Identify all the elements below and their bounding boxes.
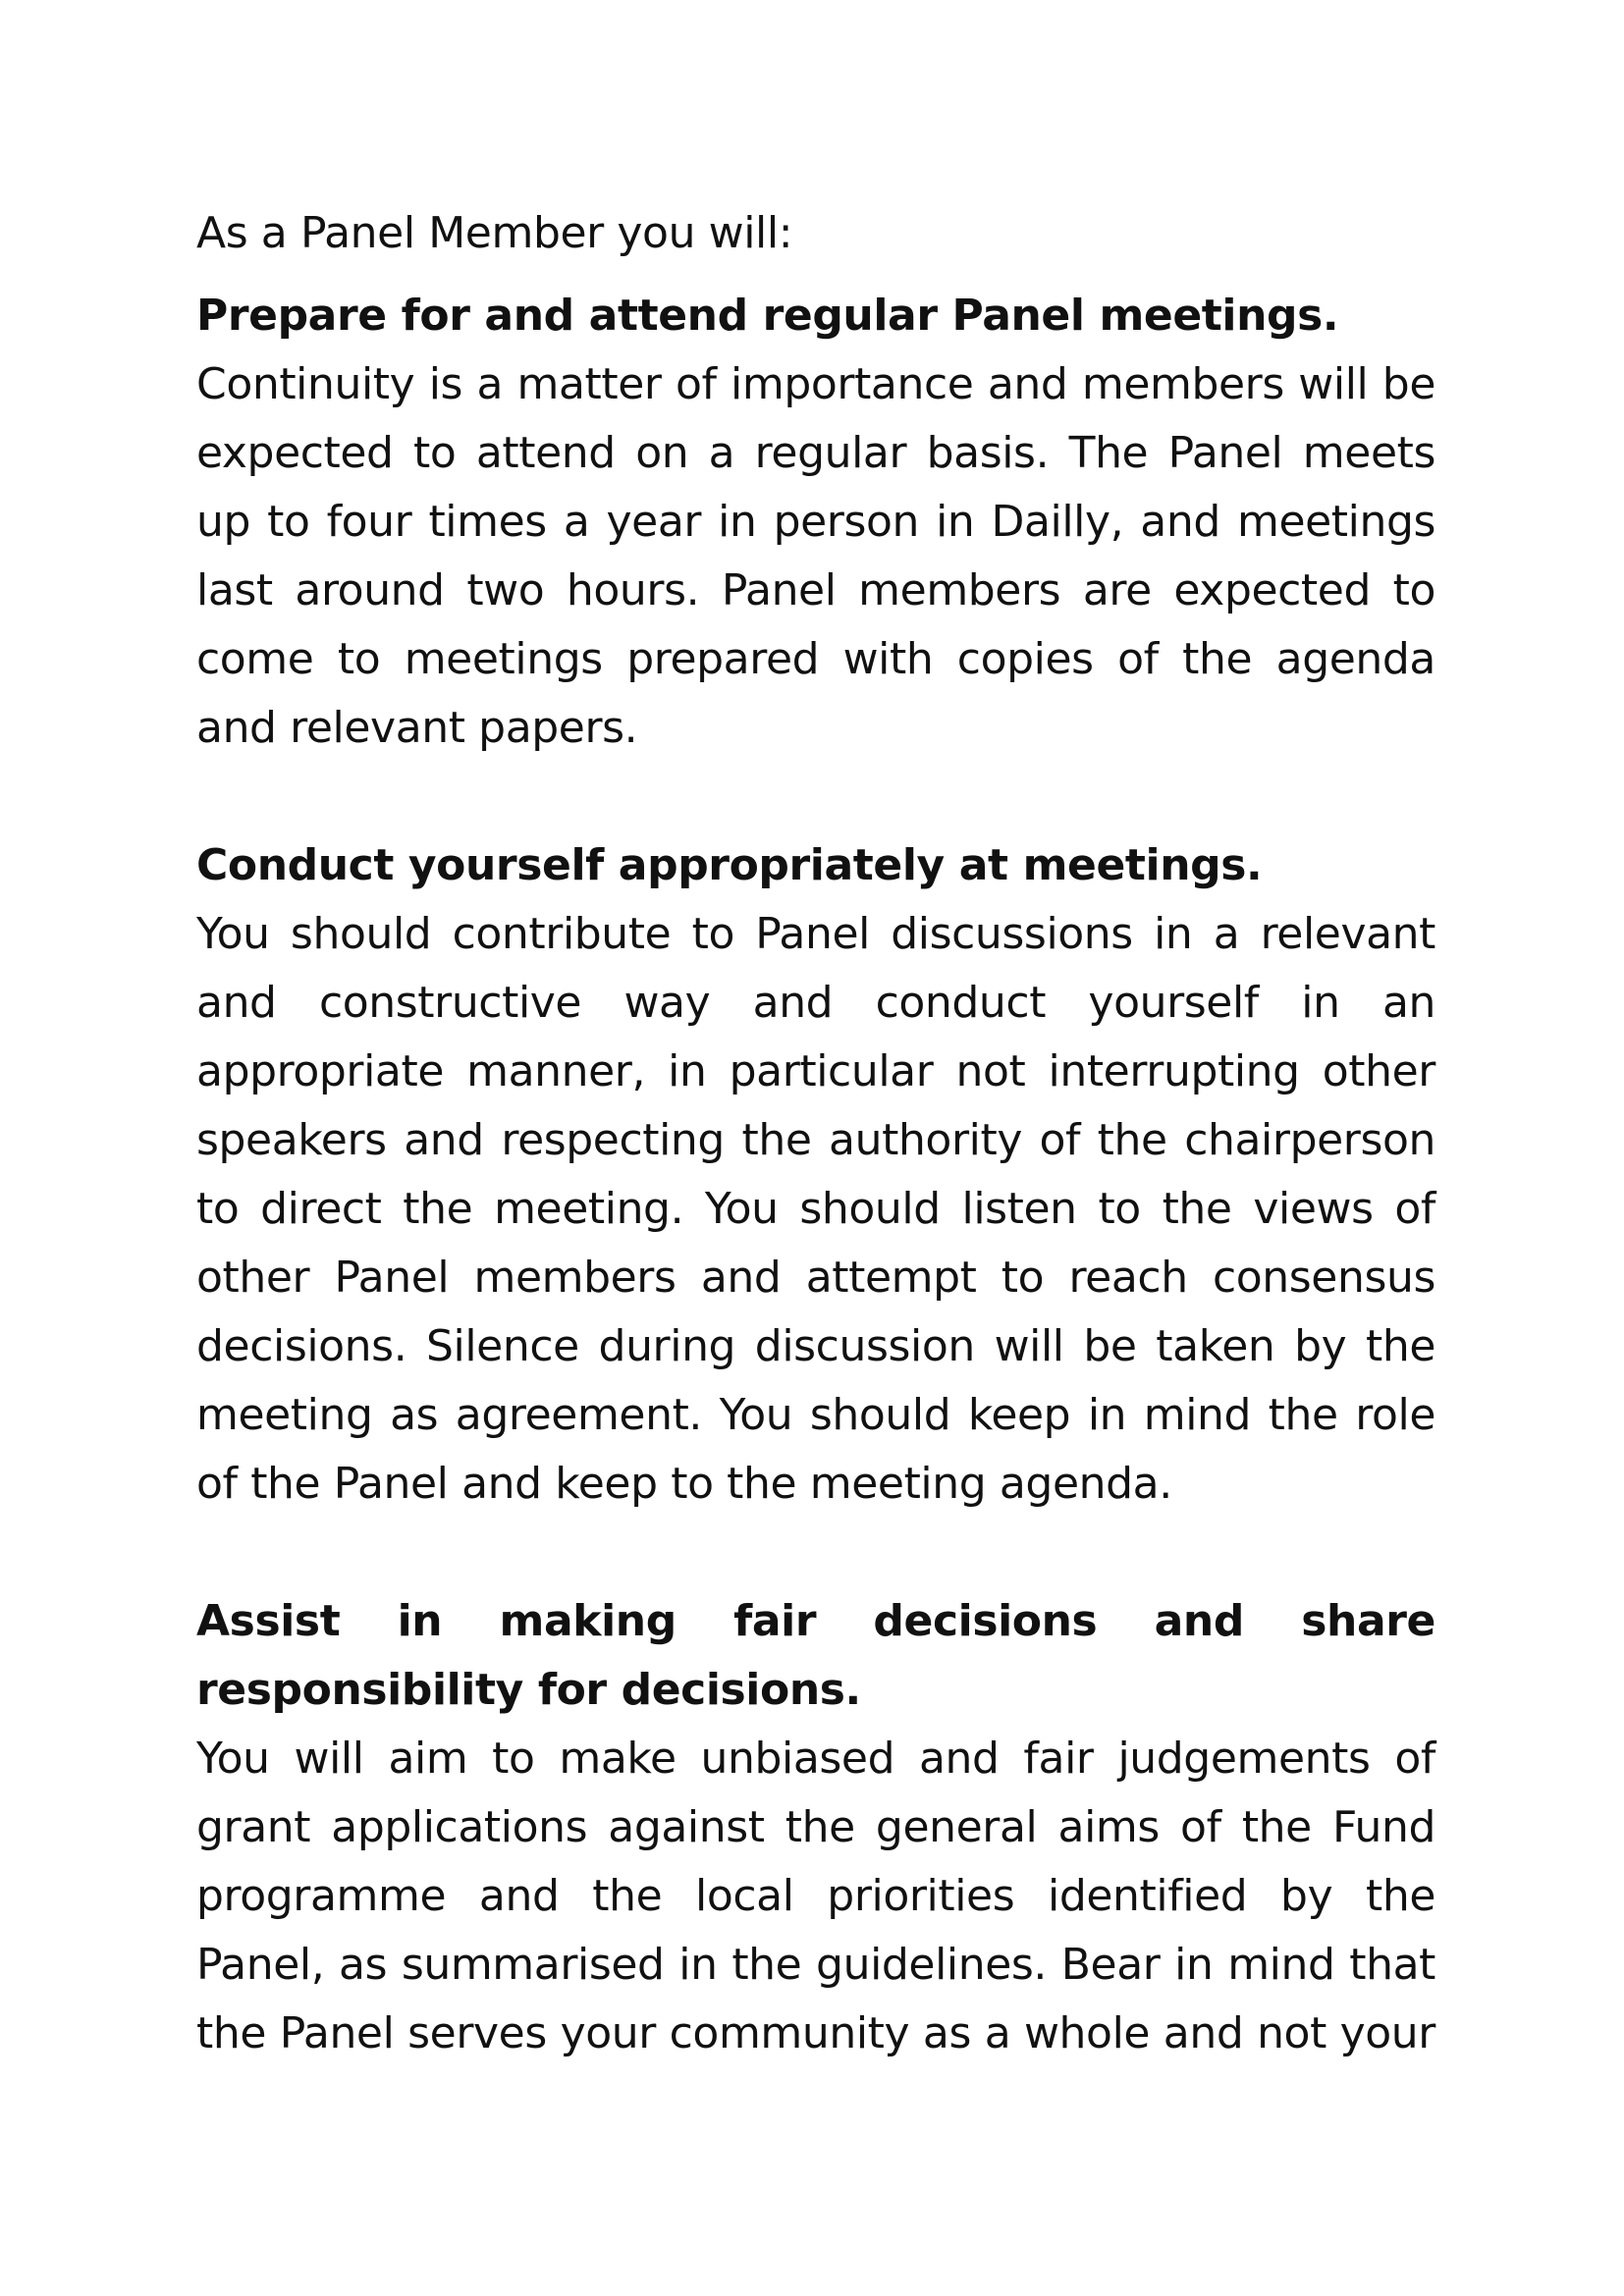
- section-attend-meetings: [196, 282, 1435, 763]
- section-body: You should contribute to Panel discussions in a relevant and constructive way and conduct yourself in an appropriate manner, in particular not interrupting other speakers and respecting the authority of the chairperson to direct the meeting. You should listen to the views of other Panel members and attempt to reach consensus decisions. Silence during discussion will be taken by the meeting as agreement. You should keep in mind the role of the Panel and keep to the meeting agenda.: [196, 909, 1435, 1509]
- section-heading: Assist in making fair decisions and share responsibility for decisions.: [196, 1596, 1435, 1715]
- section-body: You will aim to make unbiased and fair judgements of grant applications against the general aims of the Fund programme and the local priorities identified by the Panel, as summarised in the guidelines. Bear in mind that the Panel serves your community as a whole and not your: [196, 1734, 1435, 2058]
- section-heading: Prepare for and attend regular Panel meetings.: [196, 291, 1339, 341]
- intro-text: As a Panel Member you will:: [196, 208, 793, 258]
- section-conduct: [196, 831, 1435, 1519]
- section-heading: Conduct yourself appropriately at meetings.: [196, 840, 1263, 890]
- section-fair-decisions: [196, 1587, 1435, 2068]
- document-page: [196, 199, 1435, 2068]
- section-body: Continuity is a matter of importance and members will be expected to attend on a regular basis. The Panel meets up to four times a year in person in Dailly, and meetings last around two hours. Panel members are expected to come to meetings prepared with copies of the agenda and relevant papers.: [196, 359, 1435, 753]
